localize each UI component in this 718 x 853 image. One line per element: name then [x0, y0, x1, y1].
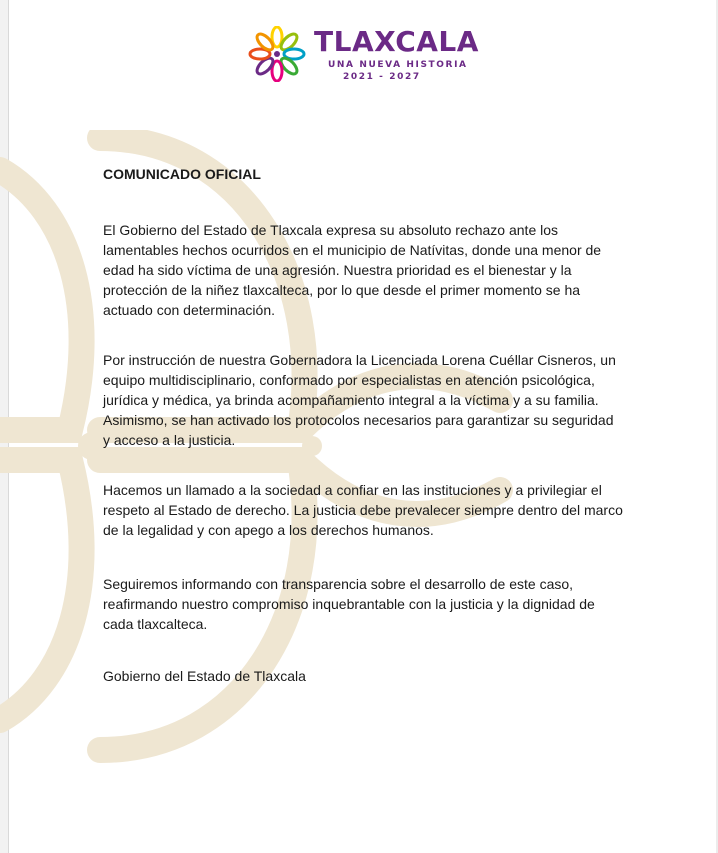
paragraph-2: Por instrucción de nuestra Gobernadora la Licenciada Lorena Cuéllar Cisneros, un equipo multidisciplinario, conformado por especialistas en atención psicológica, jurídica y médica, ya brinda acompañamiento integral a la víctima y a su familia. Asimismo, se han activado los protocolos necesarios para garantizar su seguridad y acceso a la justicia.: [103, 352, 616, 448]
paragraph-3: Hacemos un llamado a la sociedad a confiar en las instituciones y a privilegiar el respeto al Estado de derecho. La justicia debe prevalecer siempre dentro del marco de la legalidad y con apego a los derechos humanos.: [103, 482, 623, 538]
paragraph-1: El Gobierno del Estado de Tlaxcala expresa su absoluto rechazo ante los lamentables hechos ocurridos en el municipio de Natívitas, donde una menor de edad ha sido víctima de una agresión. Nuestra prioridad es el bienestar y la protección de la niñez tlaxcalteca, por lo que desde el primer momento se ha actuado con determinación.: [103, 222, 602, 318]
tlaxcala-flower-logo-icon: [248, 26, 306, 82]
document-title: COMUNICADO OFICIAL: [103, 166, 261, 182]
brand-tagline: UNA NUEVA HISTORIA: [328, 60, 468, 70]
brand-years: 2021 - 2027: [343, 72, 421, 82]
brand-title: TLAXCALA: [314, 25, 479, 58]
signature: Gobierno del Estado de Tlaxcala: [103, 668, 306, 684]
document-body: [103, 164, 623, 684]
paragraph-4: Seguiremos informando con transparencia sobre el desarrollo de este caso, reafirmando nuestro compromiso inquebrantable con la justicia y la dignidad de cada tlaxcalteca.: [103, 576, 595, 632]
header: [248, 24, 488, 84]
